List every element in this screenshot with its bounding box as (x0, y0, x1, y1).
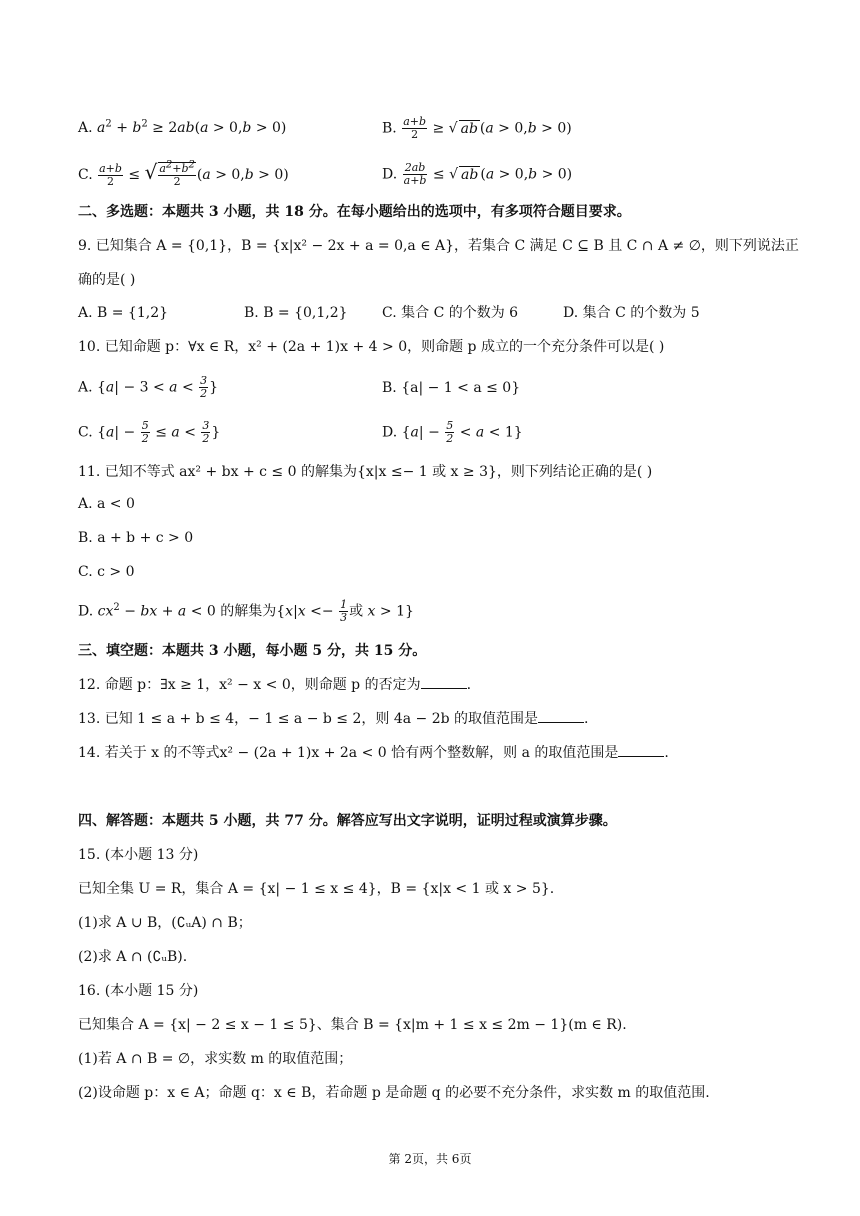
q10-option-d: D. {a| − $\frac{5}{2}$ < a < 1} (382, 419, 523, 445)
q15-given: 已知全集 U = R，集合 A = {x| − 1 ≤ x ≤ 4}，B = {x|x < 1 或 x > 5}. (78, 881, 555, 897)
q8-option-b: B. $\frac{a+b}{2}$ ≥ √ ab (a > 0,b > 0) (382, 115, 572, 141)
q10-option-a: A. {a| − 3 < a < $\frac{3}{2}$ } (78, 374, 219, 400)
q16-header: 16. (本小题 15 分) (78, 983, 199, 999)
q11-option-b: B. a + b + c > 0 (78, 530, 194, 546)
q8-option-d: D. $\frac{2ab}{a+b}$ ≤ √ ab (a > 0,b > 0) (382, 161, 573, 187)
q14-answer-blank (618, 744, 664, 757)
q12-text: 12. 命题 p：∃x ≥ 1，x² − x < 0，则命题 p 的否定为 (78, 677, 421, 693)
section3-title: 三、填空题：本题共 3 小题，每小题 5 分，共 15 分。 (78, 643, 427, 659)
section2-title: 二、多选题：本题共 3 小题，共 18 分。在每小题给出的选项中，有多项符合题目要求。 (78, 204, 631, 220)
q9-stem-line2: 确的是( ) (78, 272, 136, 288)
q9-option-c: C. 集合 C 的个数为 6 (382, 305, 519, 321)
q16-part1: (1)若 A ∩ B = ∅，求实数 m 的取值范围； (78, 1051, 353, 1067)
q8-option-a: A. $a^2 + b^2 \ge 2ab(a > 0,b > 0)$ (78, 118, 287, 136)
section4-title: 四、解答题：本题共 5 小题，共 77 分。解答应写出文字说明，证明过程或演算步骤。 (78, 813, 617, 829)
q16-part2: (2)设命题 p：x ∈ A；命题 q：x ∈ B，若命题 p 是命题 q 的必要不充分条件，求实数 m 的取值范围. (78, 1085, 710, 1101)
q9-option-d: D. 集合 C 的个数为 5 (563, 305, 700, 321)
q13-text: 13. 已知 1 ≤ a + b ≤ 4，− 1 ≤ a − b ≤ 2，则 4a − 2b 的取值范围是 (78, 711, 539, 727)
q9-option-b: B. B = {0,1,2} (244, 305, 348, 321)
q14: 14. 若关于 x 的不等式x² − (2a + 1)x + 2a < 0 恰有两个整数解，则 a 的取值范围是 . (78, 745, 669, 761)
q9-option-a: A. B = {1,2} (78, 305, 169, 321)
q11-option-a: A. a < 0 (78, 496, 135, 512)
q10-option-b: B. {a| − 1 < a ≤ 0} (382, 380, 521, 396)
q11-stem: 11. 已知不等式 ax² + bx + c ≤ 0 的解集为{x|x ≤− 1 或 x ≥ 3}，则下列结论正确的是( ) (78, 464, 653, 480)
q15-part1: (1)求 A ∪ B，(∁ᵤA) ∩ B； (78, 915, 252, 931)
q10-option-c: C. {a| − $\frac{5}{2}$ ≤ a < $\frac{3}{2}$ } (78, 419, 221, 445)
q15-header: 15. (本小题 13 分) (78, 847, 199, 863)
q15-part2: (2)求 A ∩ (∁ᵤB). (78, 949, 188, 965)
q11-option-c: C. c > 0 (78, 564, 135, 580)
q11-option-d: D. $cx^2$ − bx + a < 0 的解集为{x|x <− $\frac{1}{3}$ 或 x > 1} (78, 598, 414, 624)
q16-given: 已知集合 A = {x| − 2 ≤ x − 1 ≤ 5}、集合 B = {x|m + 1 ≤ x ≤ 2m − 1}(m ∈ R). (78, 1017, 627, 1033)
q13-answer-blank (538, 710, 584, 723)
q12-answer-blank (421, 676, 467, 689)
q10-stem: 10. 已知命题 p：∀x ∈ R，x² + (2a + 1)x + 4 > 0，则命题 p 成立的一个充分条件可以是( ) (78, 339, 665, 355)
q8-option-c: C. $\frac{a+b}{2}$ ≤ √ $\frac{a^2+b^2}{2}$ (a > 0,b > 0) (78, 159, 289, 188)
page-footer: 第 2页，共 6页 (388, 1152, 472, 1166)
q9-stem-line1: 9. 已知集合 A = {0,1}，B = {x|x² − 2x + a = 0,a ∈ A}，若集合 C 满足 C ⊆ B 且 C ∩ A ≠ ∅，则下列说法正 (78, 238, 799, 254)
q13: 13. 已知 1 ≤ a + b ≤ 4，− 1 ≤ a − b ≤ 2，则 4a − 2b 的取值范围是 . (78, 711, 589, 727)
q12: 12. 命题 p：∃x ≥ 1，x² − x < 0，则命题 p 的否定为 . (78, 677, 472, 693)
q14-text: 14. 若关于 x 的不等式x² − (2a + 1)x + 2a < 0 恰有两个整数解，则 a 的取值范围是 (78, 745, 619, 761)
